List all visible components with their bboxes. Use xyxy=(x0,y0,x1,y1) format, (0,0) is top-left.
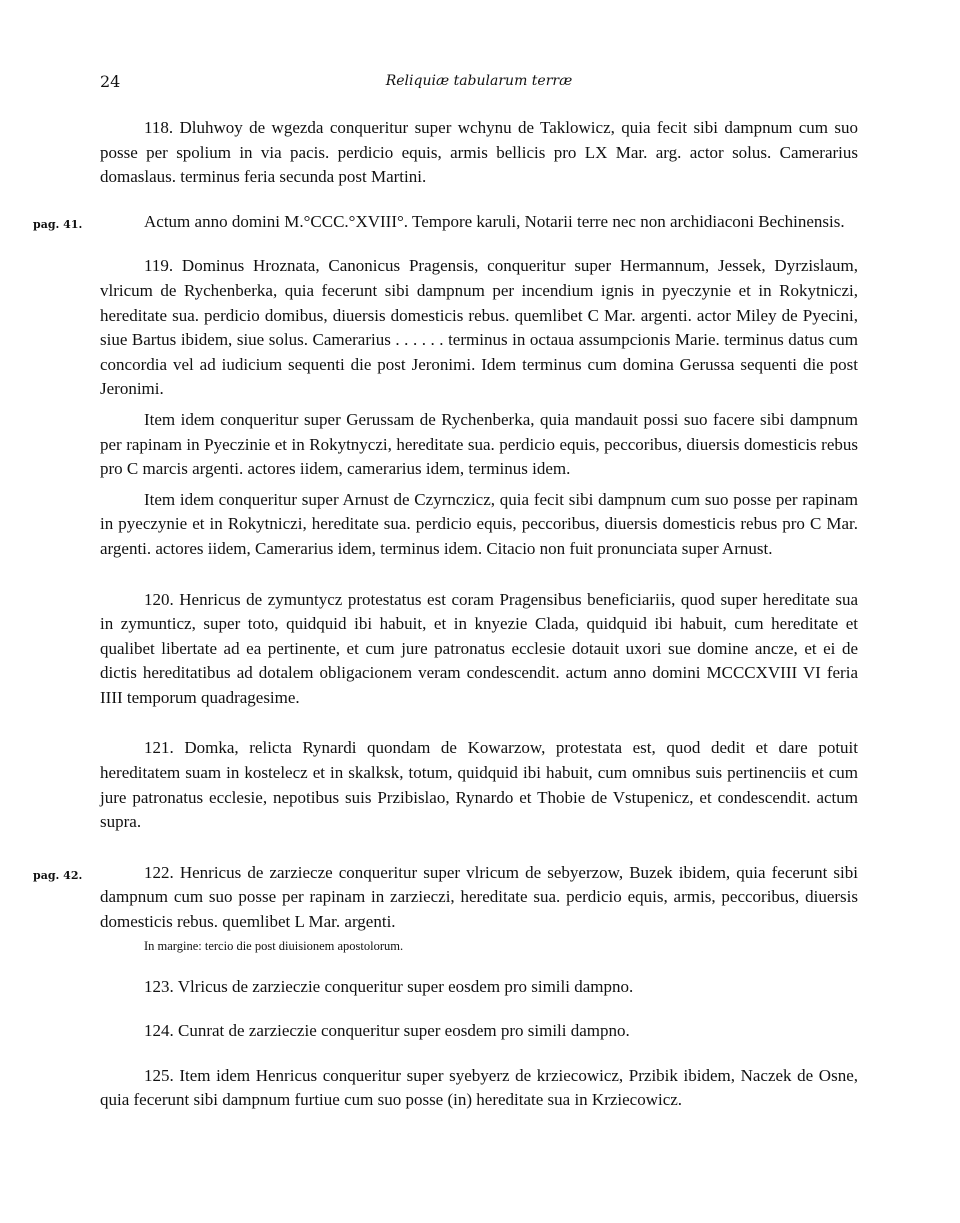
paragraph-text: Actum anno domini M.°CCC.°XVIII°. Tempore karuli, Notarii terre nec non archidiaconi Bechinensis. xyxy=(144,211,845,231)
margin-page-reference: pag. 41. xyxy=(33,217,83,231)
entry-119-item-arnust: Item idem conqueritur super Arnust de Czyrnczicz, quia fecit sibi dampnum cum suo posse per rapinam in pyeczynie et in Rokytniczi, hereditate sua. perdicio equis, peccoribus, diuersis domesticis rebus pro C Mar. argenti. actores iidem, Camerarius idem, terminus idem. Citacio non fuit pronunciata super Arnust. xyxy=(100,489,858,558)
entry-119: 119. Dominus Hroznata, Canonicus Pragensis, conqueritur super Hermannum, Jessek, Dyrzislaum, vlricum de Rychenberka, quia fecerunt sibi dampnum per incendium ignis in pyeczynie et in Rokytniczi, hereditate sua. perdicio domibus, diuersis domesticis rebus. quemlibet C Mar. argenti. actor Miley de Pyecini, siue Bartus ibidem, siue solus. Camerarius . . . . . . terminus in octaua assumpcionis Marie. terminus datus cum concordia vel ad iudicium sequenti die post Jeronimi. Idem terminus cum domina Gerussa sequenti die post Jeronimi. xyxy=(100,256,858,399)
body-text xyxy=(33,116,858,1113)
entry-123: 123. Vlricus de zarzieczie conqueritur super eosdem pro simili dampno. xyxy=(144,976,634,996)
actum-1318-heading xyxy=(33,210,858,235)
margin-page-reference: pag. 42. xyxy=(33,868,83,882)
page-header xyxy=(100,72,858,96)
entry-119-item-gerussa: Item idem conqueritur super Gerussam de Rychenberka, quia mandauit possi suo facere sibi dampnum per rapinam in Pyeczinie et in Rokytnyczi, hereditate sua. perdicio equis, peccoribus, diuersis domesticis rebus pro C marcis argenti. actores iidem, camerarius idem, terminus idem. xyxy=(100,409,858,479)
page-number: 24 xyxy=(100,72,121,91)
entry-121: 121. Domka, relicta Rynardi quondam de Kowarzow, protestata est, quod dedit et dare potuit hereditatem suam in kostelecz et in skalksk, totum, quidquid ibi habuit, cum omnibus suis pertinenciis et cum jure patronatus ecclesie, nepotibus suis Przibislao, Rynardo et Thobie de Vstupenicz, et condescendit. actum supra. xyxy=(100,738,858,832)
entry-122 xyxy=(33,861,858,935)
entry-118: 118. Dluhwoy de wgezda conqueritur super wchynu de Taklowicz, quia fecit sibi dampnum cum suo posse per spolium in via pacis. perdicio equis, armis bellicis pro LX Mar. arg. actor solus. Camerarius domaslaus. terminus feria secunda post Martini. xyxy=(100,118,858,187)
entry-125: 125. Item idem Henricus conqueritur super syebyerz de krziecowicz, Przibik ibidem, Naczek de Osne, quia fecerunt sibi dampnum furtiue cum suo posse (in) hereditate sua in Krziecowicz. xyxy=(100,1065,858,1110)
margin-note: In margine: tercio die post diuisionem apostolorum. xyxy=(144,938,404,953)
entry-120: 120. Henricus de zymuntycz protestatus est coram Pragensibus beneficiariis, quod super hereditate sua in zymunticz, super toto, quidquid ibi habuit, et in knyezie Clada, quidquid ibi habuit, cum hereditate et qualibet libertate ad ea pertinente, et cum jure patronatus ecclesie dotauit uxori sue domine ancze, et ei de dictis hereditatibus ad dotalem obligacionem veram condescendit. actum anno domini MCCCXVIII VI feria IIII temporum quadragesime. xyxy=(100,589,858,707)
entry-124: 124. Cunrat de zarzieczie conqueritur super eosdem pro simili dampno. xyxy=(144,1021,630,1041)
running-title: Reliquiæ tabularum terræ xyxy=(385,73,573,89)
paragraph-text: 122. Henricus de zarziecze conqueritur super vlricum de sebyerzow, Buzek ibidem, quia fecerunt sibi dampnum cum suo posse per rapinam in zarzieczi, hereditate sua. perdicio equis, armis, peccoribus, diuersis domesticis rebus. quemlibet L Mar. argenti. xyxy=(100,862,858,932)
